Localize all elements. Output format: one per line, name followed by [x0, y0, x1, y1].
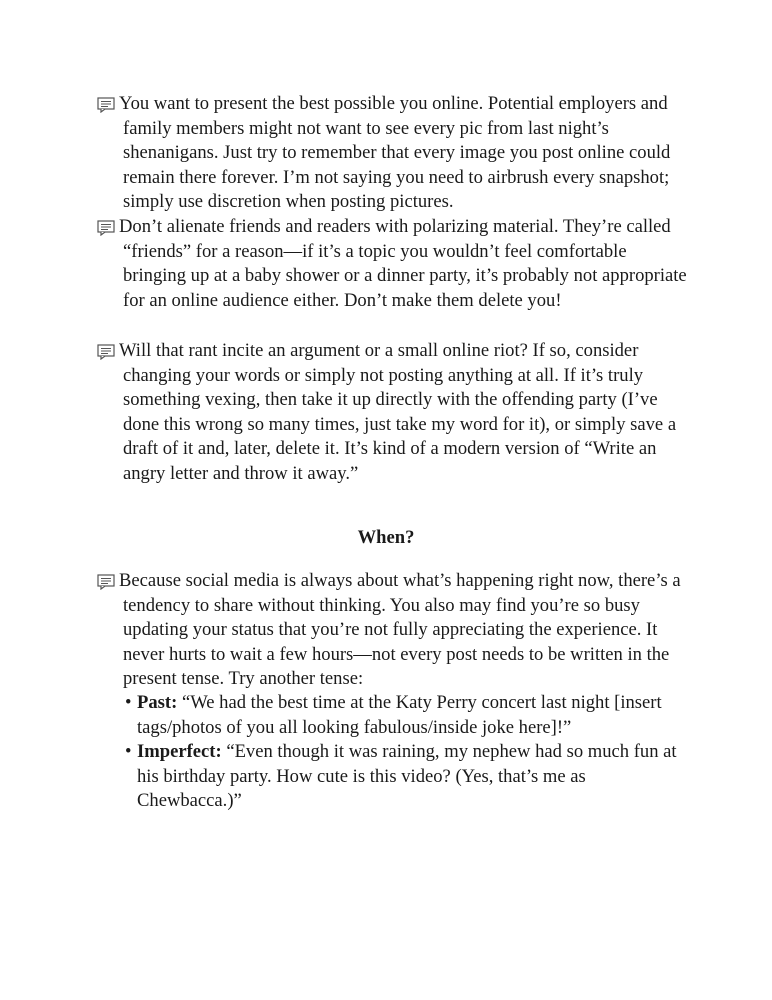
- tense-list: [125, 691, 685, 814]
- comment-paragraph-3: [97, 339, 687, 486]
- comment-paragraph-1: [97, 92, 687, 215]
- paragraph-text: You want to present the best possible you online. Potential employers and family members might not want to see every pic from last night’s shenanigans. Just try to remember that every image you post online could remain there forever. I’m not saying you need to airbrush every snapshot; simply use discretion when posting pictures.: [119, 93, 671, 212]
- section-heading: When?: [357, 527, 415, 548]
- paragraph-text: Don’t alienate friends and readers with polarizing material. They’re called “friends” for a reason—if it’s a topic you wouldn’t feel comfortable bringing up at a baby shower or a dinner party, it’s probably not appropriate for an online audience either. Don’t make them delete you!: [119, 216, 687, 311]
- comment-paragraph-4: [97, 569, 687, 692]
- list-item-term: Past:: [137, 692, 182, 713]
- comment-icon[interactable]: [97, 574, 115, 590]
- paragraph-text: Because social media is always about what’s happening right now, there’s a tendency to share without thinking. You also may find you’re so busy updating your status that you’re not fully appreciating the experience. It never hurts to wait a few hours—not every post needs to be written in the present tense. Try another tense:: [119, 570, 681, 689]
- paragraph-text: Will that rant incite an argument or a small online riot? If so, consider changing your words or simply not posting anything at all. If it’s truly something vexing, then take it up directly with the offending party (I’ve done this wrong so many times, just take my word for it), or simply save a draft of it and, later, delete it. It’s kind of a modern version of “Write an angry letter and throw it away.”: [119, 340, 677, 484]
- bullet-marker: •: [125, 692, 132, 713]
- list-item-text: “Even though it was raining, my nephew had so much fun at his birthday party. How cute is this video? (Yes, that’s me as Chewbacca.)”: [137, 741, 677, 811]
- list-item: [125, 740, 685, 814]
- comment-icon[interactable]: [97, 220, 115, 236]
- comment-icon[interactable]: [97, 97, 115, 113]
- bullet-marker: •: [125, 741, 132, 762]
- list-item-term: Imperfect:: [137, 741, 227, 762]
- comment-paragraph-2: [97, 215, 687, 313]
- comment-icon[interactable]: [97, 344, 115, 360]
- list-item-text: “We had the best time at the Katy Perry concert last night [insert tags/photos of you all looking fabulous/inside joke here]!”: [137, 692, 662, 738]
- list-item: [125, 691, 685, 740]
